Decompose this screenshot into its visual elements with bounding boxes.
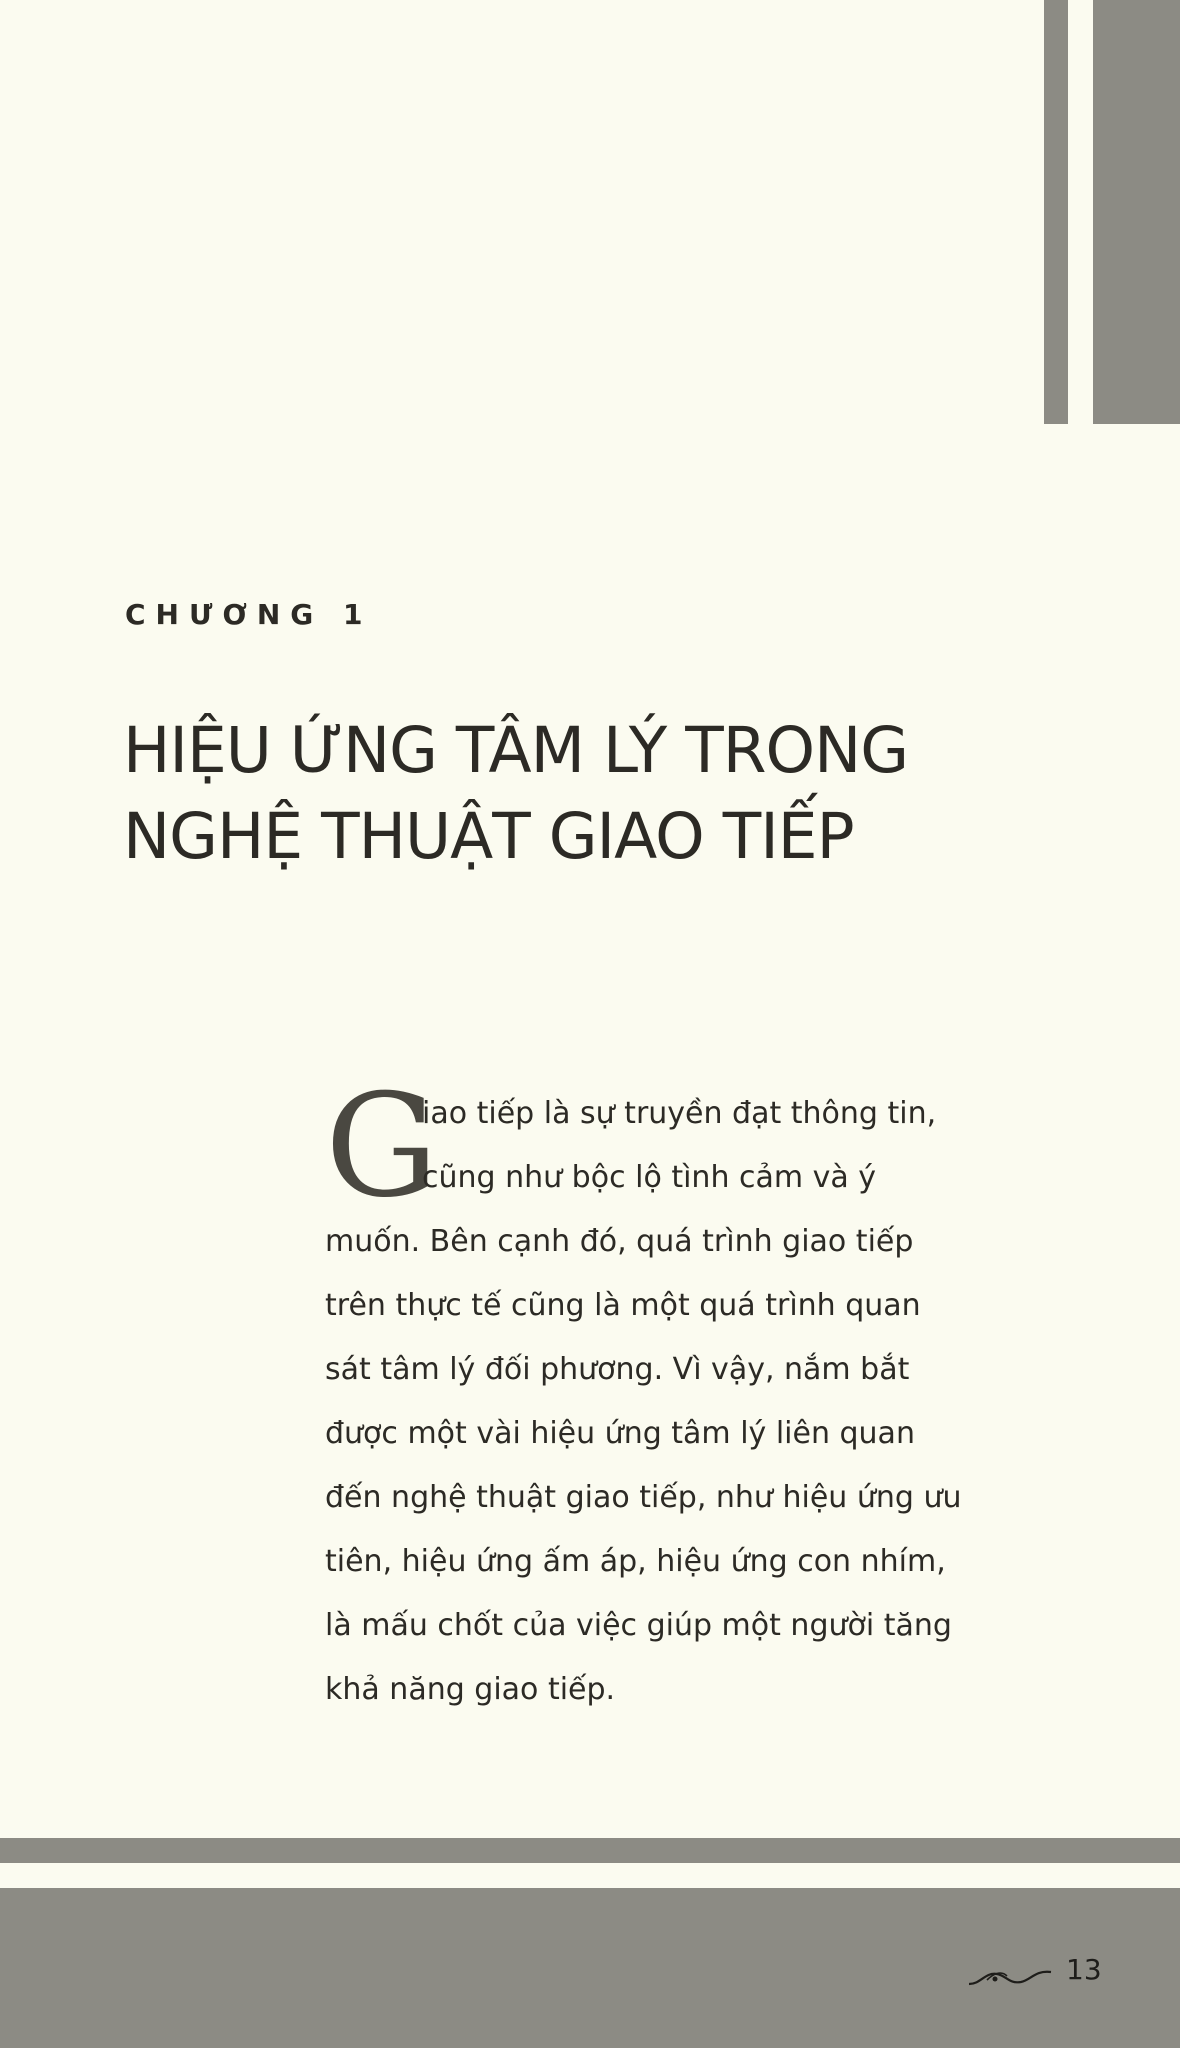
page-number: 13 xyxy=(1066,1953,1102,1986)
body-line: iao tiếp là sự truyền đạt thông tin, xyxy=(422,1096,937,1131)
top-decorative-bar-wide xyxy=(1093,0,1180,424)
body-line: khả năng giao tiếp. xyxy=(325,1672,616,1707)
body-line: muốn. Bên cạnh đó, quá trình giao tiếp xyxy=(325,1224,914,1259)
body-line: là mấu chốt của việc giúp một người tăng xyxy=(325,1608,952,1643)
body-line: cũng như bộc lộ tình cảm và ý xyxy=(422,1160,877,1195)
bottom-decorative-bar-thin xyxy=(0,1838,1180,1863)
drop-cap: G xyxy=(325,1064,439,1229)
body-line: đến nghệ thuật giao tiếp, như hiệu ứng ưu xyxy=(325,1480,962,1515)
top-decorative-bar-narrow xyxy=(1044,0,1068,424)
chapter-title-line-2: NGHỆ THUẬT GIAO TIẾP xyxy=(123,800,854,873)
body-line: trên thực tế cũng là một quá trình quan xyxy=(325,1288,921,1323)
chapter-label: CHƯƠNG 1 xyxy=(125,598,373,631)
body-paragraph xyxy=(325,1064,1045,1722)
wave-ornament-icon xyxy=(965,1960,1057,1990)
chapter-title xyxy=(123,708,1023,880)
body-line: sát tâm lý đối phương. Vì vậy, nắm bắt xyxy=(325,1352,910,1387)
chapter-title-line-1: HIỆU ỨNG TÂM LÝ TRONG xyxy=(123,714,909,787)
body-line: tiên, hiệu ứng ấm áp, hiệu ứng con nhím, xyxy=(325,1544,946,1579)
body-line: được một vài hiệu ứng tâm lý liên quan xyxy=(325,1416,915,1451)
